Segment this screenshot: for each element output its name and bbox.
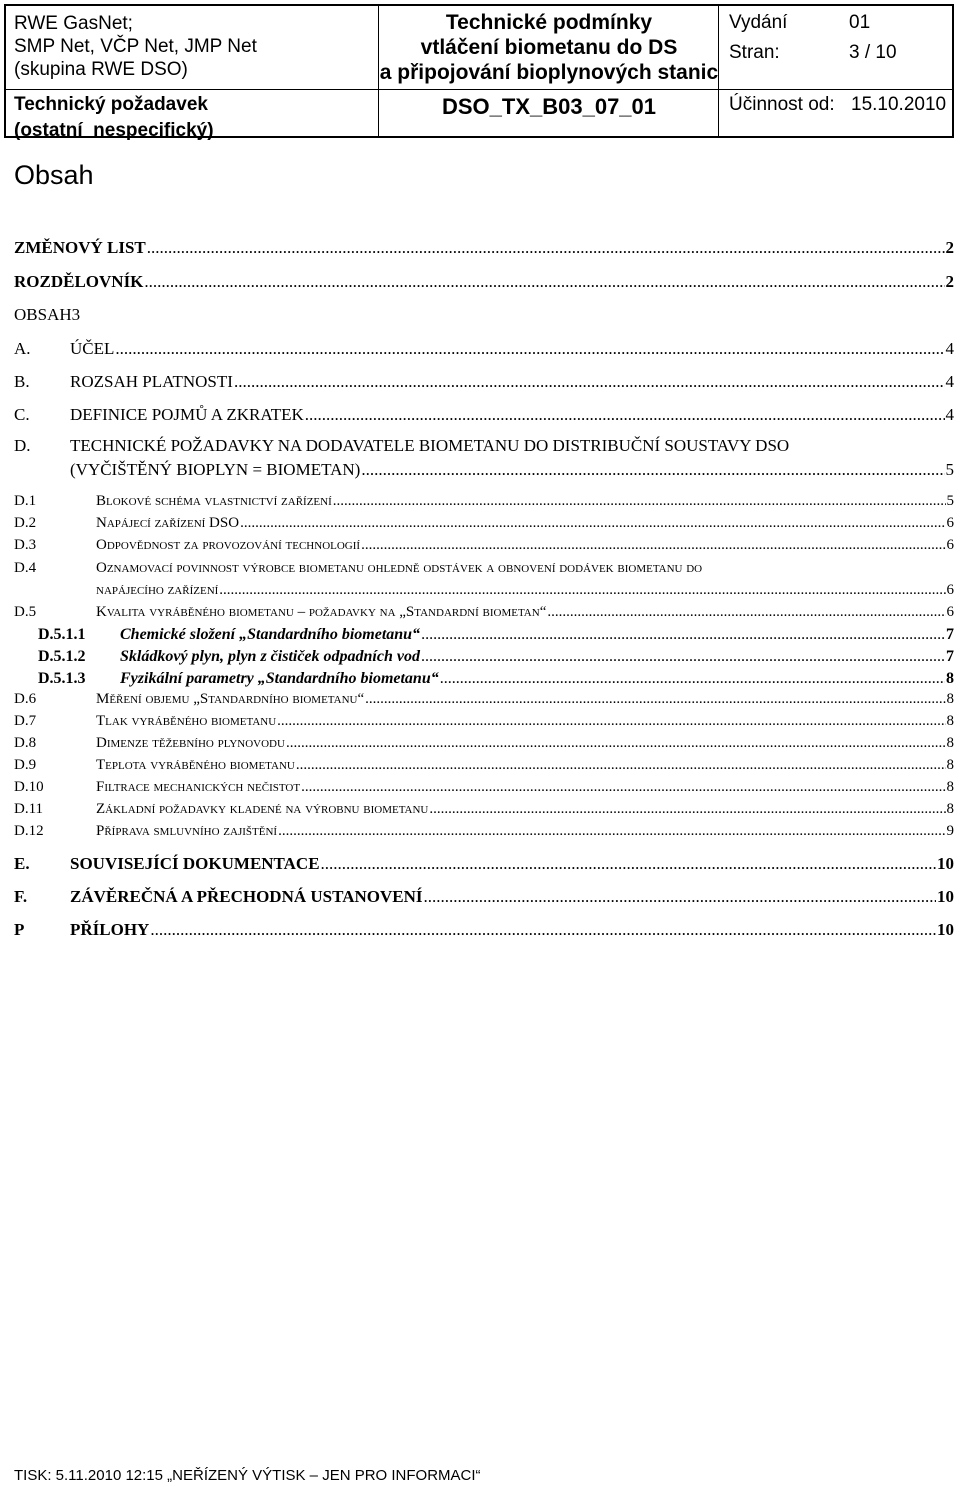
toc-entry[interactable] xyxy=(14,339,954,359)
toc-entry-title: ROZSAH PLATNOSTI xyxy=(70,372,233,391)
toc-entry[interactable] xyxy=(14,713,954,730)
toc-entry-title: ZÁVĚREČNÁ A PŘECHODNÁ USTANOVENÍ xyxy=(70,887,423,906)
toc-entry-number: D.5 xyxy=(14,604,37,620)
toc-page-number: 8 xyxy=(946,670,954,687)
org-line: SMP Net, VČP Net, JMP Net xyxy=(14,36,257,57)
toc-leader-dots xyxy=(277,713,945,730)
toc-entry-title: DEFINICE POJMŮ A ZKRATEK xyxy=(70,405,304,424)
requirement-type: Technický požadavek xyxy=(14,94,208,115)
toc-entry[interactable] xyxy=(14,493,954,510)
toc-entry-title: Měření objemu „Standardního biometanu“ xyxy=(96,691,365,707)
effective-value: 15.10.2010 xyxy=(851,94,947,115)
toc-entry-number: D.9 xyxy=(14,757,37,773)
requirement-subtype-pre: (ostatní xyxy=(14,120,83,141)
toc-page-number: 10 xyxy=(937,920,954,939)
toc-entry-number: D.1 xyxy=(14,493,37,509)
toc-entry-number: D.5.1.2 xyxy=(38,648,86,665)
toc-page-number: 9 xyxy=(946,823,954,839)
toc-entry-title: Fyzikální parametry „Standardního biometanu“ xyxy=(120,670,439,687)
toc-leader-dots xyxy=(234,372,945,392)
document-title-line: a připojování bioplynových stanic xyxy=(379,61,719,84)
header-org-cell xyxy=(6,6,378,141)
toc-leader-dots xyxy=(219,582,945,599)
toc-entry-title: OBSAH3 xyxy=(14,305,81,324)
toc-leader-dots xyxy=(296,757,946,774)
print-footer: TISK: 5.11.2010 12:15 „NEŘÍZENÝ VÝTISK – JEN PRO INFORMACI“ xyxy=(14,1467,481,1484)
effective-label: Účinnost od: xyxy=(729,94,835,115)
toc-entry-number: B. xyxy=(14,372,30,391)
header-meta-cell xyxy=(718,6,953,136)
toc-entry-title: Příprava smluvního zajištění xyxy=(96,823,278,839)
toc-page-number: 6 xyxy=(946,604,954,620)
toc-entry-title: Chemické složení „Standardního biometanu“ xyxy=(120,626,421,643)
toc-entry-title: Dimenze těžebního plynovodu xyxy=(96,735,285,751)
toc-entry-title: Teplota vyráběného biometanu xyxy=(96,757,295,773)
toc-entry-number: F. xyxy=(14,887,28,906)
toc-entry-number: D.6 xyxy=(14,691,37,707)
toc-entry-number: A. xyxy=(14,339,31,358)
toc-entry-title: Napájecí zařízení DSO xyxy=(96,515,240,531)
toc-leader-dots xyxy=(423,887,936,907)
toc-entry-number: D.7 xyxy=(14,713,37,729)
toc-page-number: 8 xyxy=(946,735,954,751)
toc-entry[interactable] xyxy=(14,460,954,480)
toc-entry-title: ZMĚNOVÝ LIST xyxy=(14,238,146,257)
toc-entry-number: D.3 xyxy=(14,537,37,553)
toc-entry[interactable] xyxy=(14,515,954,532)
toc-page-number: 5 xyxy=(946,493,954,509)
toc-leader-dots xyxy=(321,854,936,874)
document-header xyxy=(4,4,954,141)
toc-leader-dots xyxy=(147,238,945,258)
document-title-line: Technické podmínky xyxy=(445,11,653,34)
toc-entry[interactable] xyxy=(14,405,954,425)
org-line: (skupina RWE DSO) xyxy=(14,59,188,80)
requirement-subtype: nespecifický) xyxy=(93,120,214,141)
toc-page-number: 6 xyxy=(946,582,954,598)
toc-leader-dots xyxy=(301,779,945,796)
toc-leader-dots xyxy=(365,691,945,708)
toc-entry[interactable] xyxy=(14,823,954,840)
toc-entry[interactable] xyxy=(38,670,954,688)
toc-leader-dots xyxy=(440,670,945,688)
toc-page-number: 10 xyxy=(937,887,954,906)
toc-entry-number: D.12 xyxy=(14,823,44,839)
header-title-cell xyxy=(378,6,719,136)
toc-entry-title: Základní požadavky kladené na výrobnu biometanu xyxy=(96,801,429,817)
toc-entry-number: D. xyxy=(14,436,31,455)
toc-entry[interactable] xyxy=(14,735,954,752)
toc-leader-dots xyxy=(333,493,946,510)
toc-leader-dots xyxy=(144,272,944,292)
toc-entry-number: D.5.1.3 xyxy=(38,670,86,687)
toc-page-number: 7 xyxy=(946,648,954,665)
toc-entry[interactable] xyxy=(14,604,954,621)
toc-entry-title: Filtrace mechanických nečistot xyxy=(96,779,301,795)
toc-entry[interactable] xyxy=(38,648,954,666)
toc-entry[interactable] xyxy=(38,626,954,644)
toc-entry-title: napájecího zařízení xyxy=(96,582,219,598)
toc-entry-number: D.11 xyxy=(14,801,44,817)
toc-entry-number: D.4 xyxy=(14,560,37,576)
toc-leader-dots xyxy=(361,460,944,480)
toc-entry-title: ÚČEL xyxy=(70,339,115,358)
document-title-line: vtláčení biometanu do DS xyxy=(420,36,678,59)
toc-entry[interactable] xyxy=(14,560,954,577)
toc-entry-title: Skládkový plyn, plyn z čističek odpadních vod xyxy=(120,648,420,665)
toc-entry[interactable] xyxy=(14,920,954,940)
toc-entry-title: Tlak vyráběného biometanu xyxy=(96,713,277,729)
toc-entry[interactable] xyxy=(14,887,954,907)
org-line: RWE GasNet; xyxy=(14,13,133,34)
toc-leader-dots xyxy=(240,515,945,532)
toc-page-number: 5 xyxy=(945,460,954,479)
toc-entry-number: D.8 xyxy=(14,735,37,751)
toc-entry-number: D.10 xyxy=(14,779,44,795)
toc-entry-number: E. xyxy=(14,854,30,873)
toc-entry[interactable] xyxy=(14,272,954,292)
document-code: DSO_TX_B03_07_01 xyxy=(441,94,657,119)
edition-label: Vydání xyxy=(729,12,788,33)
toc-entry-number: C. xyxy=(14,405,30,424)
toc-entry[interactable] xyxy=(14,238,954,258)
toc-entry[interactable] xyxy=(14,436,954,456)
toc-entry-title: Oznamovací povinnost výrobce biometanu ohledně odstávek a obnovení dodávek biometanu do xyxy=(96,560,703,576)
toc-entry-number: D.5.1.1 xyxy=(38,626,86,643)
toc-leader-dots xyxy=(278,823,945,840)
toc-page-number: 4 xyxy=(945,372,954,391)
toc-leader-dots xyxy=(421,648,945,666)
toc-leader-dots xyxy=(547,604,945,621)
pages-label: Stran: xyxy=(729,42,780,63)
toc-entry[interactable] xyxy=(14,582,954,599)
toc-entry[interactable] xyxy=(14,757,954,774)
toc-entry[interactable] xyxy=(14,372,954,392)
toc-page-number: 10 xyxy=(937,854,954,873)
toc-entry-title: ROZDĚLOVNÍK xyxy=(14,272,144,291)
toc-leader-dots xyxy=(361,537,945,554)
toc-entry-title: Blokové schéma vlastnictví zařízení xyxy=(96,493,332,509)
toc-leader-dots xyxy=(115,339,944,359)
toc-entry-number: D.2 xyxy=(14,515,37,531)
header-divider xyxy=(6,89,378,90)
toc-page-number: 2 xyxy=(945,238,954,257)
toc-leader-dots xyxy=(150,920,936,940)
pages-value: 3 / 10 xyxy=(849,42,897,63)
toc-page-number: 8 xyxy=(946,713,954,729)
page-title: Obsah xyxy=(14,160,94,190)
toc-page-number: 8 xyxy=(946,779,954,795)
toc-entry-title: (VYČIŠTĚNÝ BIOPLYN = BIOMETAN) xyxy=(70,460,361,479)
toc-page-number: 8 xyxy=(946,801,954,817)
toc-page-number: 4 xyxy=(945,405,954,424)
toc-page-number: 6 xyxy=(946,515,954,531)
toc-page-number: 2 xyxy=(945,272,954,291)
toc-entry-number: P xyxy=(14,920,25,939)
toc-page-number: 7 xyxy=(946,626,954,643)
toc-page-number: 8 xyxy=(946,757,954,773)
toc-entry[interactable] xyxy=(14,854,954,874)
toc-page-number: 8 xyxy=(946,691,954,707)
toc-entry[interactable] xyxy=(14,305,954,325)
toc-entry-title: Odpovědnost za provozování technologií xyxy=(96,537,361,553)
toc-page-number: 6 xyxy=(946,537,954,553)
toc-entry-title: TECHNICKÉ POŽADAVKY NA DODAVATELE BIOMETANU DO DISTRIBUČNÍ SOUSTAVY DSO xyxy=(70,436,790,455)
toc-leader-dots xyxy=(429,801,945,818)
toc-entry[interactable] xyxy=(14,537,954,554)
toc-entry-title: PŘÍLOHY xyxy=(70,920,150,939)
toc-entry[interactable] xyxy=(14,691,954,708)
toc-leader-dots xyxy=(305,405,945,425)
toc-leader-dots xyxy=(421,626,945,644)
edition-value: 01 xyxy=(849,12,871,33)
toc-entry[interactable] xyxy=(14,779,954,796)
toc-entry-title: Kvalita vyráběného biometanu – požadavky na „Standardní biometan“ xyxy=(96,604,547,620)
toc-entry-title: SOUVISEJÍCÍ DOKUMENTACE xyxy=(70,854,320,873)
toc-leader-dots xyxy=(286,735,946,752)
toc-page-number: 4 xyxy=(945,339,954,358)
toc-entry[interactable] xyxy=(14,801,954,818)
